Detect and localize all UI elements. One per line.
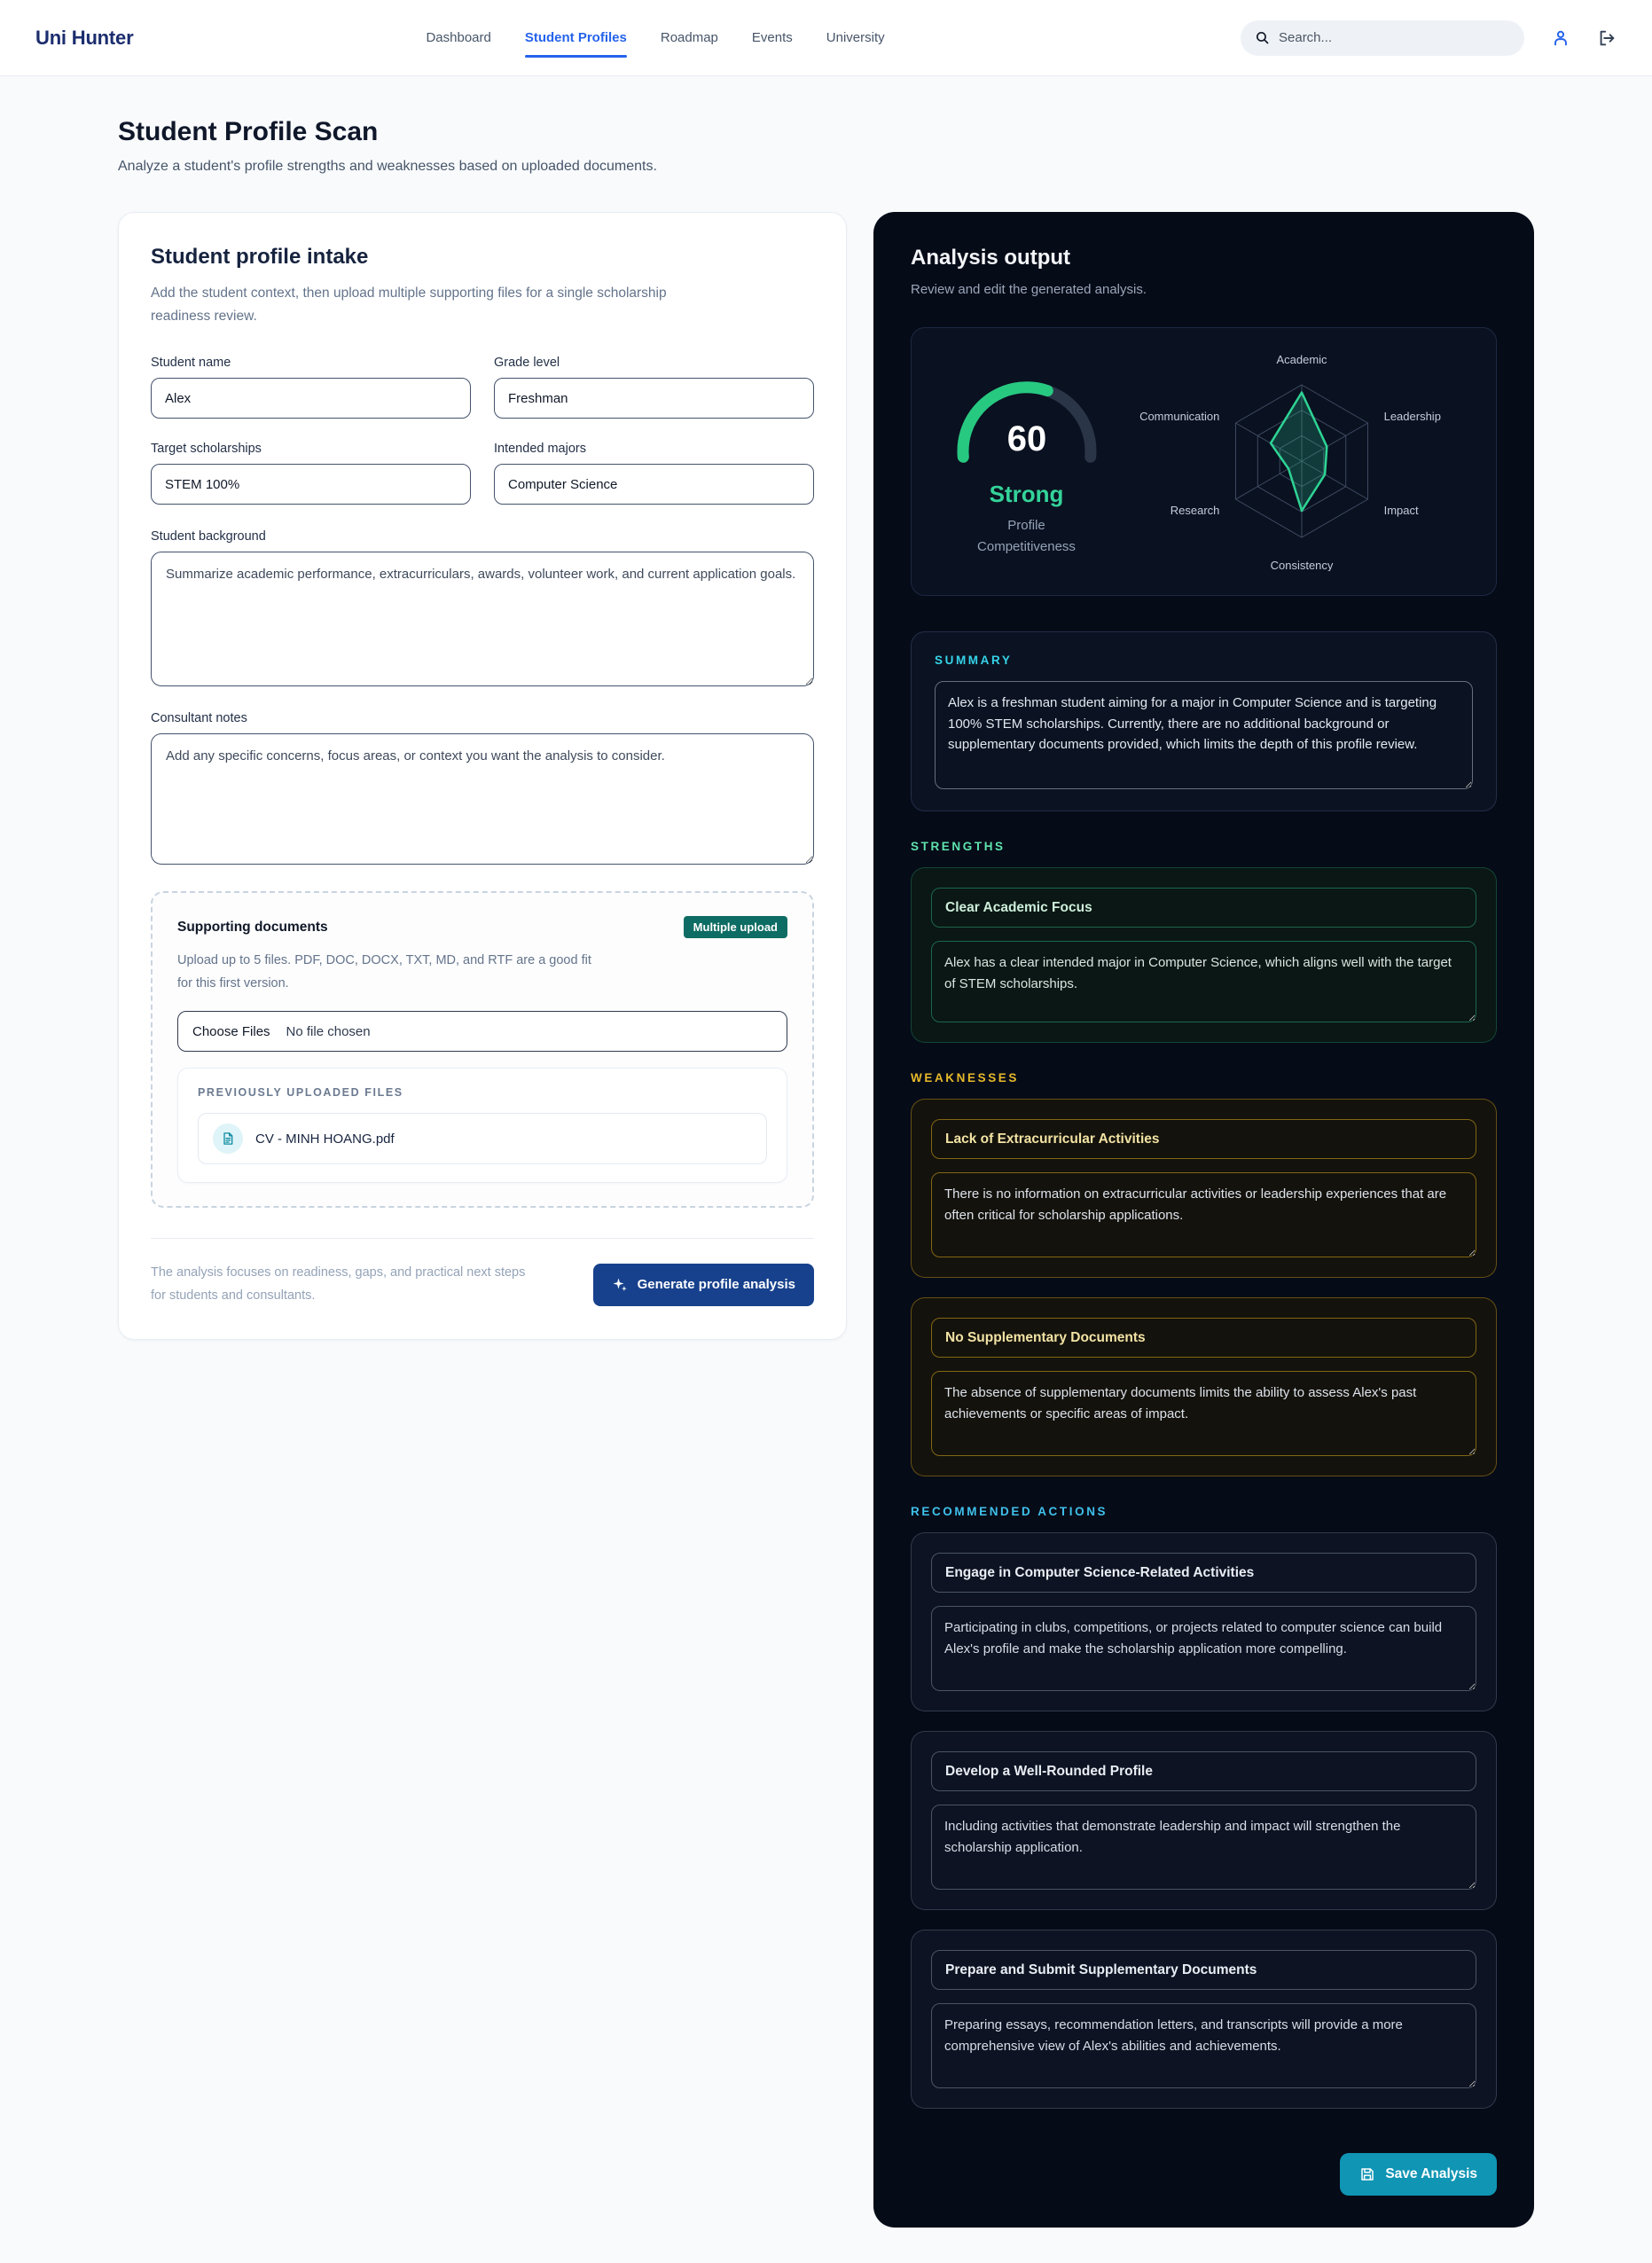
svg-text:60: 60: [1006, 419, 1046, 459]
header-actions: [1241, 20, 1617, 56]
weakness-2-title-input[interactable]: [931, 1318, 1476, 1358]
analysis-title: Analysis output: [911, 246, 1071, 270]
gauge-chart: [933, 366, 1120, 475]
radar-chart: [1120, 348, 1475, 576]
svg-text:Research: Research: [1170, 504, 1220, 517]
main-nav: [426, 21, 884, 54]
student-name-field-group: [151, 356, 471, 419]
grade-level-field-group: [494, 356, 814, 419]
svg-text:Communication: Communication: [1139, 410, 1220, 423]
nav-item-dashboard[interactable]: Dashboard: [426, 30, 491, 45]
weakness-card: [911, 1297, 1497, 1476]
save-analysis-button[interactable]: [1340, 2153, 1497, 2196]
weakness-1-text-textarea[interactable]: [931, 1172, 1476, 1257]
action-1-text-textarea[interactable]: [931, 1606, 1476, 1691]
weakness-card: [911, 1099, 1497, 1278]
gauge-caption: Profile Competitiveness: [977, 518, 1076, 554]
nav-item-roadmap[interactable]: Roadmap: [660, 30, 718, 45]
target-scholarships-field-group: [151, 442, 471, 505]
svg-text:Consistency: Consistency: [1270, 559, 1334, 571]
generate-profile-analysis-button[interactable]: [593, 1264, 814, 1306]
action-card: [911, 1731, 1497, 1910]
student-name-label: Student name: [151, 356, 231, 371]
nav-item-university[interactable]: University: [826, 30, 885, 45]
nav-item-events[interactable]: Events: [751, 30, 793, 45]
weaknesses-label: WEAKNESSES: [911, 1071, 1020, 1085]
consultant-notes-field-group: [151, 711, 814, 865]
grade-level-label: Grade level: [494, 356, 560, 371]
intake-title: Student profile intake: [151, 245, 369, 269]
save-button-label: Save Analysis: [1385, 2166, 1477, 2181]
strength-text-textarea[interactable]: [931, 941, 1476, 1022]
user-icon[interactable]: [1551, 28, 1570, 48]
profile-radar-chart: [1120, 348, 1475, 576]
target-scholarships-label: Target scholarships: [151, 442, 262, 457]
no-file-chosen-text: No file chosen: [286, 1023, 371, 1039]
action-card: [911, 1532, 1497, 1711]
page-subtitle: Analyze a student's profile strengths and weaknesses based on uploaded documents.: [118, 159, 657, 174]
uploaded-file-row[interactable]: [198, 1113, 767, 1164]
weakness-1-title-input[interactable]: [931, 1119, 1476, 1159]
student-background-field-group: [151, 529, 814, 686]
uploaded-file-name: CV - MINH HOANG.pdf: [255, 1131, 395, 1147]
summary-section-card: [911, 631, 1497, 811]
analysis-output-panel: [873, 212, 1534, 2228]
supporting-documents-dropzone: [151, 891, 814, 1208]
multiple-upload-badge: Multiple upload: [684, 916, 787, 938]
intake-footer-note: The analysis focuses on readiness, gaps, and practical next steps for students and consultants.: [151, 1265, 526, 1303]
search-input[interactable]: [1279, 30, 1510, 45]
action-3-title-input[interactable]: [931, 1950, 1476, 1990]
page-title: Student Profile Scan: [118, 117, 379, 146]
analysis-subtitle: Review and edit the generated analysis.: [911, 282, 1147, 297]
nav-item-student-profiles[interactable]: Student Profiles: [525, 21, 627, 54]
competitiveness-gauge: [933, 366, 1120, 557]
top-navigation-bar: [0, 0, 1652, 76]
logout-icon[interactable]: [1597, 28, 1617, 48]
summary-label: SUMMARY: [935, 654, 1013, 667]
previously-uploaded-files-label: PREVIOUSLY UPLOADED FILES: [198, 1086, 403, 1100]
upload-description: Upload up to 5 files. PDF, DOC, DOCX, TXT, MD, and RTF are a good fit for this first version.: [177, 953, 591, 991]
action-2-text-textarea[interactable]: [931, 1805, 1476, 1890]
student-profile-intake-card: [118, 212, 847, 1340]
grade-level-input[interactable]: [494, 378, 814, 419]
action-3-text-textarea[interactable]: [931, 2003, 1476, 2088]
app-logo[interactable]: Uni Hunter: [35, 26, 134, 49]
target-scholarships-input[interactable]: [151, 464, 471, 505]
student-background-textarea[interactable]: [151, 552, 814, 686]
student-name-input[interactable]: [151, 378, 471, 419]
intended-majors-label: Intended majors: [494, 442, 586, 457]
search-box[interactable]: [1241, 20, 1524, 56]
intended-majors-field-group: [494, 442, 814, 505]
summary-textarea[interactable]: [935, 681, 1473, 789]
recommended-actions-label: RECOMMENDED ACTIONS: [911, 1505, 1108, 1518]
svg-text:Impact: Impact: [1383, 504, 1419, 517]
previously-uploaded-files-card: [177, 1068, 787, 1183]
intended-majors-input[interactable]: [494, 464, 814, 505]
action-card: [911, 1930, 1497, 2109]
page-body: [0, 117, 1652, 2263]
file-upload-input[interactable]: [177, 1011, 787, 1052]
consultant-notes-label: Consultant notes: [151, 711, 247, 726]
supporting-documents-title: Supporting documents: [177, 919, 328, 935]
svg-text:Academic: Academic: [1276, 353, 1327, 366]
generate-button-label: Generate profile analysis: [637, 1277, 795, 1293]
student-background-label: Student background: [151, 529, 266, 544]
action-1-title-input[interactable]: [931, 1553, 1476, 1593]
gauge-rating-label: Strong: [989, 481, 1064, 508]
document-icon: [213, 1124, 243, 1154]
strength-card: [911, 867, 1497, 1043]
sparkles-icon: [612, 1277, 628, 1293]
weakness-2-text-textarea[interactable]: [931, 1371, 1476, 1456]
strength-title-input[interactable]: [931, 888, 1476, 928]
consultant-notes-textarea[interactable]: [151, 733, 814, 865]
intake-description: Add the student context, then upload multiple supporting files for a single scholarship readiness review.: [151, 286, 667, 324]
strengths-label: STRENGTHS: [911, 840, 1006, 853]
svg-text:Leadership: Leadership: [1383, 410, 1441, 423]
save-icon: [1359, 2166, 1375, 2182]
score-charts-card: [911, 327, 1497, 596]
choose-files-button[interactable]: Choose Files: [192, 1023, 270, 1039]
search-icon: [1255, 30, 1270, 45]
action-2-title-input[interactable]: [931, 1751, 1476, 1791]
